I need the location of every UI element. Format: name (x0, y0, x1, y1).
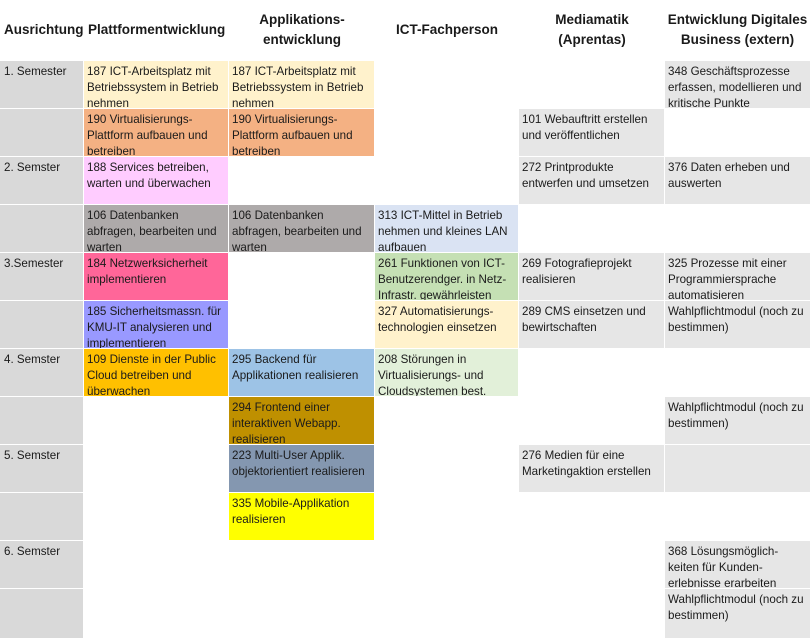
empty-ict-r1 (375, 61, 518, 108)
wahlpflicht-3-digital: Wahlpflichtmodul (noch zu bestimmen) (665, 589, 810, 638)
module-289-mediamatik: 289 CMS einsetzen und bewirtschaften (519, 301, 664, 348)
header-mediamatik: Mediamatik (Aprentas) (555, 12, 629, 47)
empty-mediamatik-r4 (519, 205, 664, 252)
semester-6-label: 6. Semster (0, 541, 83, 588)
empty-mediamatik-r7 (519, 349, 664, 396)
module-295-applikation: 295 Backend für Applikationen realisieren (229, 349, 374, 396)
empty-digital-r2 (665, 109, 810, 156)
header-ausrichtung: Ausrichtung (4, 22, 84, 37)
empty-ict-r11 (375, 541, 518, 588)
empty-plattform-r10 (84, 493, 228, 540)
semester-4-label: 4. Semster (0, 349, 83, 396)
empty-digital-r7 (665, 349, 810, 396)
module-272-mediamatik: 272 Printprodukte entwerfen und umsetzen (519, 157, 664, 204)
header-ict-fachperson: ICT-Fachperson (395, 22, 498, 37)
module-106-applikation: 106 Datenbanken abfragen, bearbeiten und warten (229, 205, 374, 252)
module-327-ict: 327 Automatisierungs-technologien einsetzen (375, 301, 518, 348)
semester-2-label: 2. Semster (0, 157, 83, 204)
empty-applikation-r11 (229, 541, 374, 588)
wahlpflicht-2-digital: Wahlpflichtmodul (noch zu bestimmen) (665, 397, 810, 444)
empty-applikation-r6 (229, 301, 374, 348)
module-376-digital: 376 Daten erheben und auswerten (665, 157, 810, 204)
semester-5b-label (0, 493, 83, 540)
empty-plattform-r8 (84, 397, 228, 444)
module-325-digital: 325 Prozesse mit einer Programmiersprache automatisieren (665, 253, 810, 300)
empty-mediamatik-r8 (519, 397, 664, 444)
empty-mediamatik-r1 (519, 61, 664, 108)
empty-applikation-r12 (229, 589, 374, 638)
semester-3b-label (0, 301, 83, 348)
empty-ict-r9 (375, 445, 518, 492)
empty-plattform-r11 (84, 541, 228, 588)
semester-4b-label (0, 397, 83, 444)
header-applikationsentwicklung: Applikations- entwicklung (259, 12, 345, 47)
empty-ict-r10 (375, 493, 518, 540)
semester-5-label: 5. Semster (0, 445, 83, 492)
module-188-plattform: 188 Services betreiben, warten und überwachen (84, 157, 228, 204)
semester-6b-label (0, 589, 83, 638)
module-187-plattform: 187 ICT-Arbeitsplatz mit Betriebssystem in Betrieb nehmen (84, 61, 228, 108)
empty-ict-r12 (375, 589, 518, 638)
module-223-applikation: 223 Multi-User Applik. objektorientiert realisieren (229, 445, 374, 492)
module-261-ict: 261 Funktionen von ICT-Benutzerendger. in Netz-Infrastr. gewährleisten (375, 253, 518, 300)
empty-digital-r10 (665, 493, 810, 540)
module-184-plattform: 184 Netzwerksicherheit implementieren (84, 253, 228, 300)
module-368-digital: 368 Lösungsmöglich-keiten für Kunden-erlebnisse erarbeiten (665, 541, 810, 588)
semester-1-label: 1. Semester (0, 61, 83, 108)
module-313-ict: 313 ICT-Mittel in Betrieb nehmen und kleines LAN aufbauen (375, 205, 518, 252)
module-208-ict: 208 Störungen in Virtualisierungs- und Cloudsystemen best. (375, 349, 518, 396)
empty-mediamatik-r11 (519, 541, 664, 588)
module-276-mediamatik: 276 Medien für eine Marketingaktion erstellen (519, 445, 664, 492)
semester-2b-label (0, 205, 83, 252)
empty-plattform-r12 (84, 589, 228, 638)
empty-applikation-r3 (229, 157, 374, 204)
module-101-mediamatik: 101 Webauftritt erstellen und veröffentlichen (519, 109, 664, 156)
empty-mediamatik-r10 (519, 493, 664, 540)
wahlpflicht-1-digital: Wahlpflichtmodul (noch zu bestimmen) (665, 301, 810, 348)
empty-digital-r4 (665, 205, 810, 252)
module-185-plattform: 185 Sicherheitsmassn. für KMU-IT analysieren und implementieren (84, 301, 228, 348)
module-106-plattform: 106 Datenbanken abfragen, bearbeiten und warten (84, 205, 228, 252)
empty-ict-r3 (375, 157, 518, 204)
module-190-applikation: 190 Virtualisierungs-Plattform aufbauen und betreiben (229, 109, 374, 156)
empty-plattform-r9 (84, 445, 228, 492)
module-294-applikation: 294 Frontend einer interaktiven Webapp. realisieren (229, 397, 374, 444)
module-269-mediamatik: 269 Fotografieprojekt realisieren (519, 253, 664, 300)
module-190-plattform: 190 Virtualisierungs-Plattform aufbauen und betreiben (84, 109, 228, 156)
module-348-digital: 348 Geschäftsprozesse erfassen, modellieren und kritische Punkte (665, 61, 810, 108)
semester-3-label: 3.Semester (0, 253, 83, 300)
empty-mediamatik-r12 (519, 589, 664, 638)
empty-applikation-r5 (229, 253, 374, 300)
empty-ict-r8 (375, 397, 518, 444)
semester-1b-label (0, 109, 83, 156)
module-109-plattform: 109 Dienste in der Public Cloud betreiben und überwachen (84, 349, 228, 396)
module-187-applikation: 187 ICT-Arbeitsplatz mit Betriebssystem in Betrieb nehmen (229, 61, 374, 108)
empty-ict-r2 (375, 109, 518, 156)
empty-digital-r9 (665, 445, 810, 492)
module-335-applikation: 335 Mobile-Applikation realisieren (229, 493, 374, 540)
header-plattformentwicklung: Plattformentwicklung (88, 22, 226, 37)
header-digitales-business: Entwicklung Digitales Business (extern) (667, 12, 808, 47)
